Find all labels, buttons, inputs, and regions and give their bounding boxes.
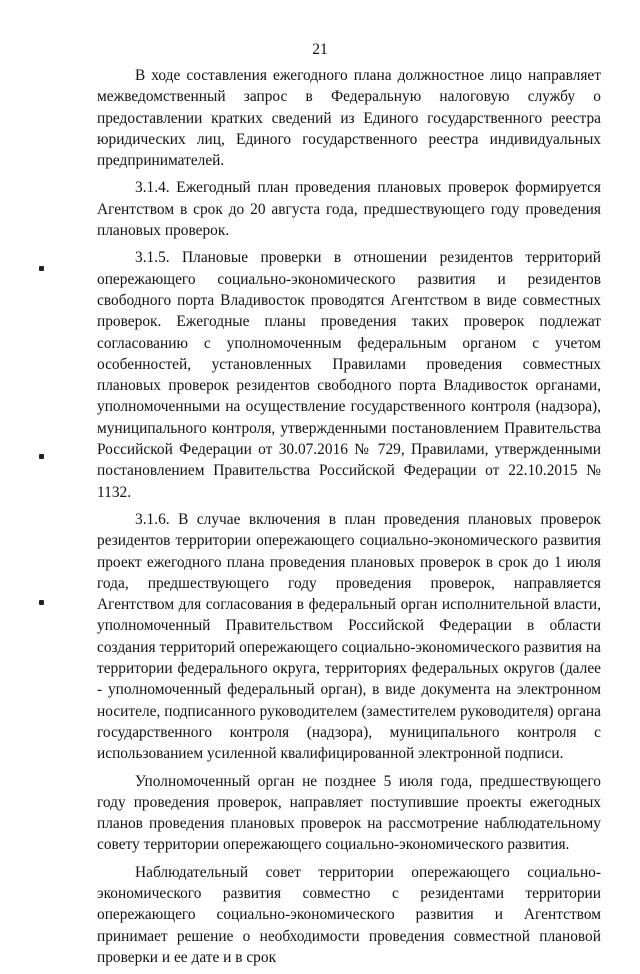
scan-mark [39,266,44,271]
paragraph-intro: В ходе составления ежегодного плана должностное лицо направляет межведомственный запрос в Федеральную налоговую службу о предоставлении кратких сведений из Единого государственного реестра юридических лиц, Единого государственного реестра индивидуальных предпринимателей. [97,67,601,170]
paragraph-supervisory-board: Наблюдательный совет территории опережающего социально-экономического развития совместно с резидентами территории опережающего социально-экономического развития и Агентством принимает решение о необходимости проведения совместной плановой проверки и ее дате и в срок [97,863,601,966]
paragraph-3-1-6: 3.1.6. В случае включения в план проведения плановых проверок резидентов территории опережающего социально-экономического развития проект ежегодного плана проведения плановых проверок в срок до 1 июля года, предшествующего году проведения проверок, направляется Агентством для согласования в федеральный орган исполнительной власти, уполномоченный Правительством Российской Федерации в области создания территорий опережающего социально-экономического развития на территории федерального округа, территориях федеральных округов (далее - уполномоченный федеральный орган), в виде документа на электронном носителе, подписанного руководителем (заместителем руководителя) органа государственного контроля (надзора), муниципального контроля с использованием усиленной квалифицированной электронной подписи. [97,510,601,763]
paragraph-authorized-body: Уполномоченный орган не позднее 5 июля года, предшествующего году проведения проверок, направляет поступившие проекты ежегодных планов проведения плановых проверок на рассмотрение наблюдательному совету территории опережающего социально-экономического развития. [97,772,601,854]
paragraph-3-1-5: 3.1.5. Плановые проверки в отношении резидентов территорий опережающего социально-экономического развития и резидентов свободного порта Владивосток проводятся Агентством в виде совместных проверок. Ежегодные планы проведения таких проверок подлежат согласованию с уполномоченным федеральным органом с учетом особенностей, установленных Правилами проведения совместных плановых проверок резидентов свободного порта Владивосток органами, уполномоченными на осуществление государственного контроля (надзора), муниципального контроля, утвержденными постановлением Правительства Российской Федерации от 30.07.2016 № 729, Правилами, утвержденными постановлением Правительства Российской Федерации от 22.10.2015 № 1132. [97,249,601,501]
scan-mark [39,454,44,459]
paragraph-3-1-4: 3.1.4. Ежегодный план проведения плановых проверок формируется Агентством в срок до 20 августа года, предшествующего году проведения плановых проверок. [97,179,601,240]
page-number: 21 [312,41,328,58]
scan-mark [39,600,44,605]
document-body [97,65,601,974]
